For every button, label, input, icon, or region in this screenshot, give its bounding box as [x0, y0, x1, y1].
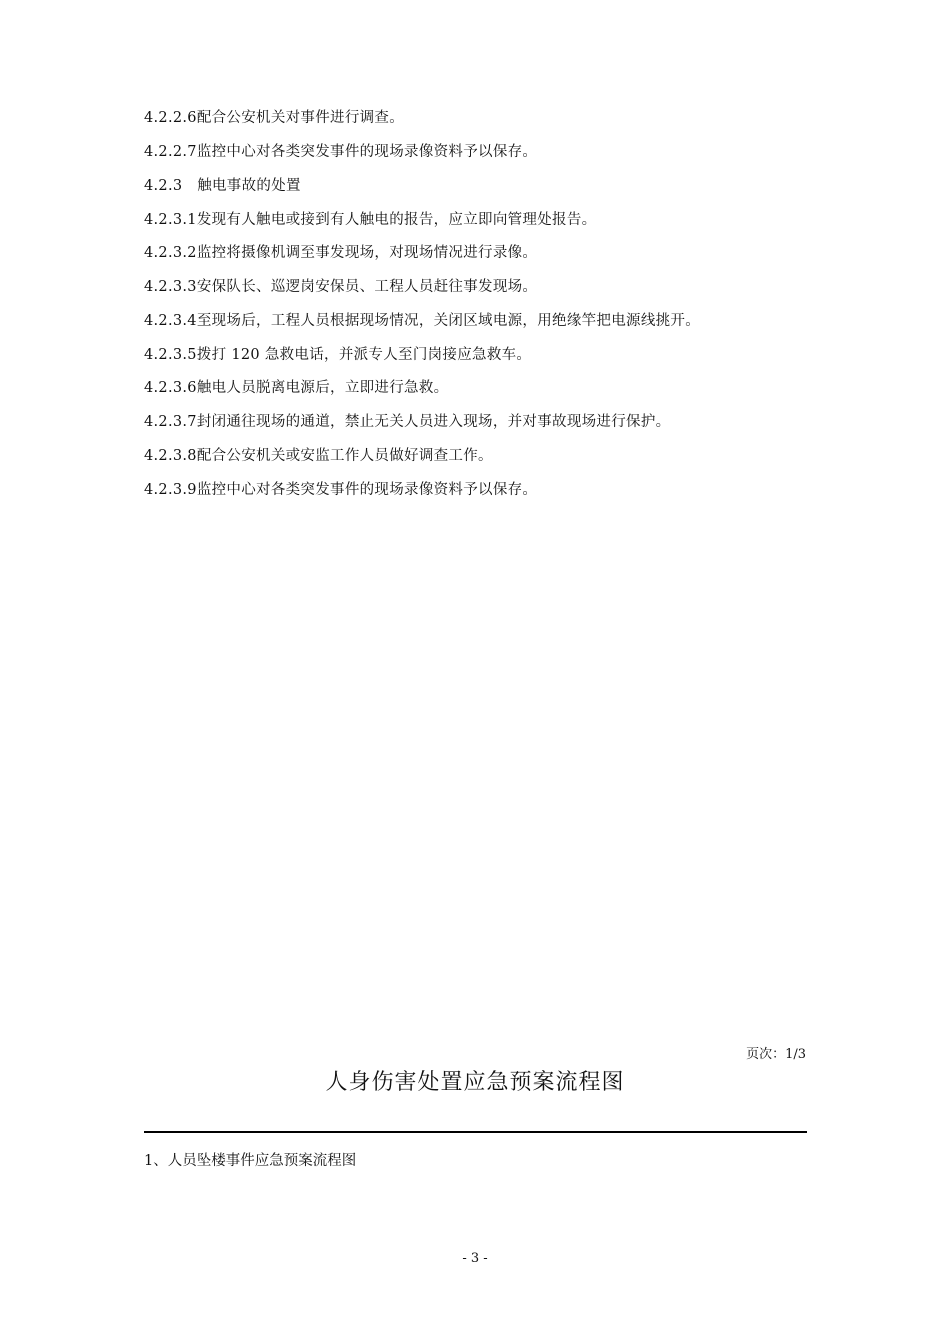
text-line: 4.2.3.7封闭通往现场的通道，禁止无关人员进入现场，并对事故现场进行保护。 [144, 414, 671, 430]
text-line: 4.2.3.4至现场后，工程人员根据现场情况，关闭区域电源，用绝缘竿把电源线挑开。 [144, 313, 701, 329]
text-line: 4.2.3.2监控将摄像机调至事发现场，对现场情况进行录像。 [144, 245, 538, 261]
page-number: - 3 - [462, 1251, 488, 1266]
text-line: 4.2.3.9监控中心对各类突发事件的现场录像资料予以保存。 [144, 482, 538, 498]
text-line: 4.2.2.6配合公安机关对事件进行调查。 [144, 110, 405, 126]
page-counter: 页次：1/3 [746, 1047, 806, 1062]
flowchart-title: 人身伤害处置应急预案流程图 [325, 1070, 625, 1095]
text-line: 4.2.3.8配合公安机关或安监工作人员做好调查工作。 [144, 448, 493, 464]
flowchart-subheading: 1、人员坠楼事件应急预案流程图 [144, 1153, 357, 1169]
text-line: 4.2.3.5拨打 120 急救电话，并派专人至门岗接应急救车。 [144, 347, 532, 363]
text-line: 4.2.3.1发现有人触电或接到有人触电的报告，应立即向管理处报告。 [144, 212, 597, 228]
text-line: 4.2.3.3安保队长、巡逻岗安保员、工程人员赶往事发现场。 [144, 279, 538, 295]
title-divider [144, 1131, 807, 1133]
section-heading: 4.2.3 触电事故的处置 [144, 178, 301, 194]
text-line: 4.2.2.7监控中心对各类突发事件的现场录像资料予以保存。 [144, 144, 538, 160]
text-line: 4.2.3.6触电人员脱离电源后，立即进行急救。 [144, 380, 449, 396]
